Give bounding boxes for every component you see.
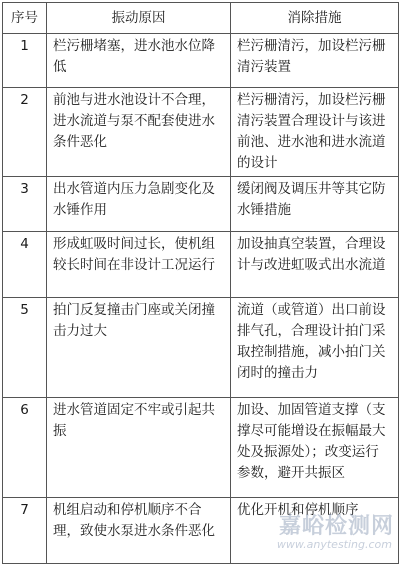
header-measure: 消除措施 [231, 3, 399, 34]
watermark-brand-text: 嘉峪检测网 [278, 514, 394, 539]
table-row [3, 88, 399, 177]
row-measure: 加设抽真空装置，合理设计与改进虹吸式出水流道 [231, 232, 399, 298]
watermark-url-text: www.anytesting.com [276, 538, 392, 551]
header-number: 序号 [3, 3, 47, 34]
row-measure: 栏污栅清污，加设栏污栅清污装置 [231, 34, 399, 88]
row-measure: 加设、加固管道支撑（支撑尽可能增设在振幅最大处及振源处）；改变运行参数，避开共振区 [231, 398, 399, 498]
row-number: 5 [3, 298, 47, 398]
row-number: 7 [3, 498, 47, 564]
row-measure: 优化开机和停机顺序 [231, 498, 399, 564]
row-number: 2 [3, 88, 47, 177]
row-number: 3 [3, 177, 47, 232]
table-row [3, 34, 399, 88]
row-measure: 缓闭阀及调压井等其它防水锤措施 [231, 177, 399, 232]
table-row [3, 232, 399, 298]
row-cause: 进水管道固定不牢或引起共振 [47, 398, 231, 498]
table-row [3, 177, 399, 232]
row-cause: 栏污栅堵塞，进水池水位降低 [47, 34, 231, 88]
table-header-row [3, 3, 399, 34]
vibration-causes-table [2, 2, 399, 564]
row-cause: 出水管道内压力急剧变化及水锤作用 [47, 177, 231, 232]
row-number: 6 [3, 398, 47, 498]
row-measure: 流道（或管道）出口前设排气孔，合理设计拍门采取控制措施，减小拍门关闭时的撞击力 [231, 298, 399, 398]
row-number: 4 [3, 232, 47, 298]
row-measure: 栏污栅清污，加设栏污栅清污装置合理设计与该进前池、进水池和进水流道的设计 [231, 88, 399, 177]
row-number: 1 [3, 34, 47, 88]
header-cause: 振动原因 [47, 3, 231, 34]
table-row [3, 398, 399, 498]
row-cause: 拍门反复撞击门座或关闭撞击力过大 [47, 298, 231, 398]
table-row [3, 498, 399, 564]
row-cause: 机组启动和停机顺序不合理，致使水泵进水条件恶化 [47, 498, 231, 564]
table-row [3, 298, 399, 398]
row-cause: 形成虹吸时间过长，使机组较长时间在非设计工况运行 [47, 232, 231, 298]
row-cause: 前池与进水池设计不合理，进水流道与泵不配套使进水条件恶化 [47, 88, 231, 177]
